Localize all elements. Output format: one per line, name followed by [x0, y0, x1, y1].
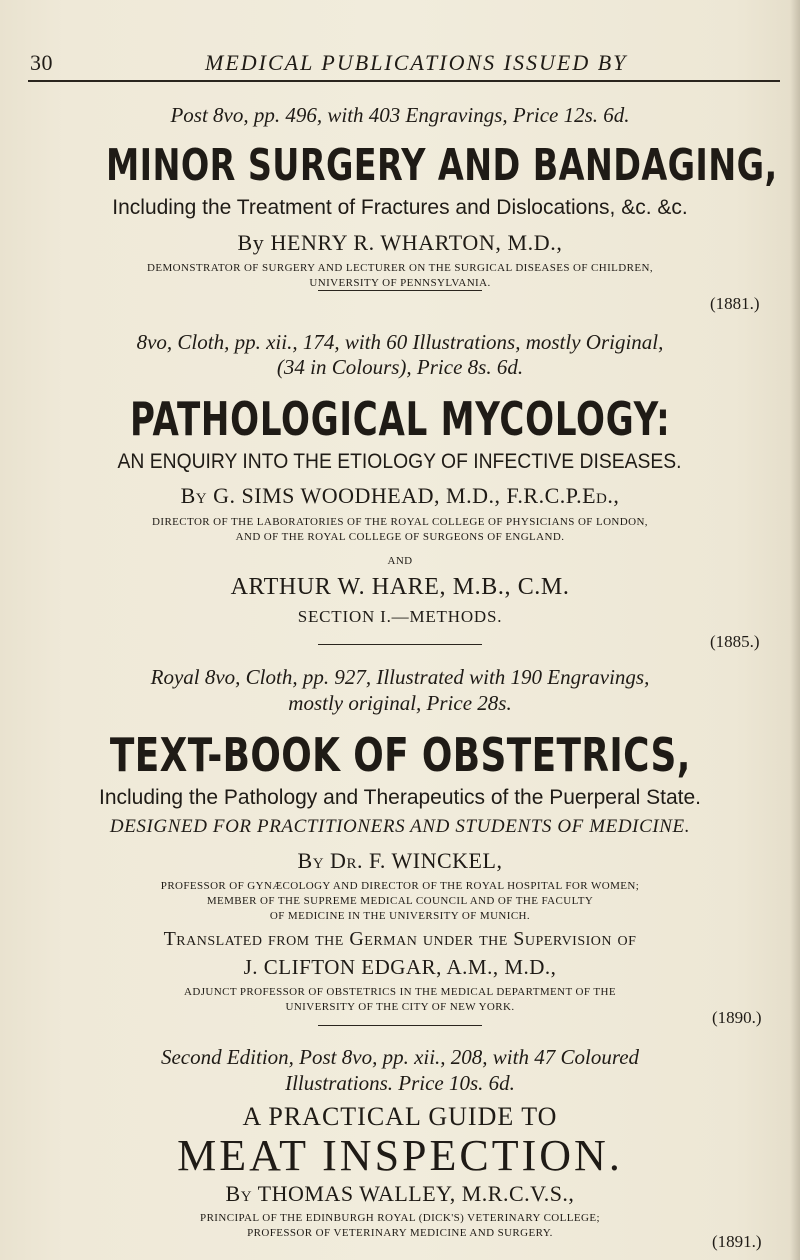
entry2-format-line-2: (34 in Colours), Price 8s. 6d.: [276, 355, 524, 379]
running-title: MEDICAL PUBLICATIONS ISSUED BY: [205, 50, 628, 75]
entry3-audience: DESIGNED FOR PRACTITIONERS AND STUDENTS OF MEDICINE.: [109, 816, 691, 837]
header-rule: [28, 80, 780, 82]
entry3-translator-credential-2: UNIVERSITY OF THE CITY OF NEW YORK.: [285, 1001, 515, 1013]
entry2-credential-2: AND OF THE ROYAL COLLEGE OF SURGEONS OF ENGLAND.: [235, 531, 565, 543]
entry3-author: By Dr. F. WINCKEL,: [297, 848, 503, 873]
entry1-credential-1: DEMONSTRATOR OF SURGERY AND LECTURER ON THE SURGICAL DISEASES OF CHILDREN,: [146, 262, 653, 274]
entry2-divider: [318, 644, 482, 645]
entry2-title: PATHOLOGICAL MYCOLOGY:: [129, 392, 671, 446]
entry3-divider: [318, 1025, 482, 1026]
entry1-credential-2: UNIVERSITY OF PENNSYLVANIA.: [309, 277, 491, 289]
entry3-credential-3: OF MEDICINE IN THE UNIVERSITY OF MUNICH.: [269, 910, 531, 922]
entry4-title-line-2: MEAT INSPECTION.: [177, 1131, 623, 1180]
entry3-title: TEXT-BOOK OF OBSTETRICS,: [109, 728, 691, 782]
entry3-title-wrap: [0, 728, 800, 782]
entry2-coauthor: ARTHUR W. HARE, M.B., C.M.: [230, 574, 570, 600]
entry1-author: By HENRY R. WHARTON, M.D.,: [237, 230, 563, 255]
entry3-format-line-1: Royal 8vo, Cloth, pp. 927, Illustrated with 190 Engravings,: [150, 665, 650, 689]
entry2-subtitle-wrap: [0, 450, 800, 476]
entry3-credential-2: MEMBER OF THE SUPREME MEDICAL COUNCIL AND OF THE FACULTY: [206, 895, 594, 907]
entry2-credential-1: DIRECTOR OF THE LABORATORIES OF THE ROYAL COLLEGE OF PHYSICIANS OF LONDON,: [152, 516, 648, 528]
entry3-translation-note: Translated from the German under the Supervision of: [163, 928, 637, 950]
entry2-format-line-1: 8vo, Cloth, pp. xii., 174, with 60 Illustrations, mostly Original,: [136, 330, 664, 354]
entry2-subtitle: AN ENQUIRY INTO THE ETIOLOGY OF INFECTIVE DISEASES.: [118, 450, 682, 473]
entry3-translator: J. CLIFTON EDGAR, A.M., M.D.,: [243, 955, 557, 979]
entry2-section: SECTION I.—METHODS.: [297, 607, 503, 626]
entry1-divider: [318, 290, 482, 291]
entry2-year: (1885.): [710, 632, 760, 651]
entry2-conjunction: AND: [387, 555, 413, 567]
entry1-title: MINOR SURGERY AND BANDAGING,: [106, 140, 778, 191]
entry4-format-line-1: Second Edition, Post 8vo, pp. xii., 208, with 47 Coloured: [160, 1045, 640, 1069]
entry4-credential-1: PRINCIPAL OF THE EDINBURGH ROYAL (DICK'S) VETERINARY COLLEGE;: [200, 1212, 600, 1224]
page-number: 30: [30, 50, 53, 75]
entry3-year: (1890.): [712, 1008, 762, 1027]
entry3-subtitle: Including the Pathology and Therapeutics of the Puerperal State.: [98, 786, 702, 809]
entry4-credential-2: PROFESSOR OF VETERINARY MEDICINE AND SURGERY.: [247, 1227, 553, 1239]
entry2-title-wrap: [0, 392, 800, 446]
entry1-format-line: Post 8vo, pp. 496, with 403 Engravings, Price 12s. 6d.: [170, 103, 630, 127]
entry4-author: By THOMAS WALLEY, M.R.C.V.S.,: [225, 1181, 575, 1206]
entry4-format-line-2: Illustrations. Price 10s. 6d.: [285, 1071, 515, 1095]
entry1-subtitle: Including the Treatment of Fractures and Dislocations, &c. &c.: [112, 196, 688, 219]
entry1-title-wrap: [0, 140, 800, 191]
entry3-credential-1: PROFESSOR OF GYNÆCOLOGY AND DIRECTOR OF THE ROYAL HOSPITAL FOR WOMEN;: [160, 880, 640, 892]
entry1-year: (1881.): [710, 294, 760, 313]
entry4-year: (1891.): [712, 1232, 762, 1251]
entry3-translator-credential-1: ADJUNCT PROFESSOR OF OBSTETRICS IN THE MEDICAL DEPARTMENT OF THE: [184, 986, 616, 998]
entry4-title-line-1: A PRACTICAL GUIDE TO: [242, 1102, 558, 1131]
entry3-format-line-2: mostly original, Price 28s.: [288, 691, 512, 715]
entry2-author: By G. SIMS WOODHEAD, M.D., F.R.C.P.Ed.,: [180, 483, 620, 508]
